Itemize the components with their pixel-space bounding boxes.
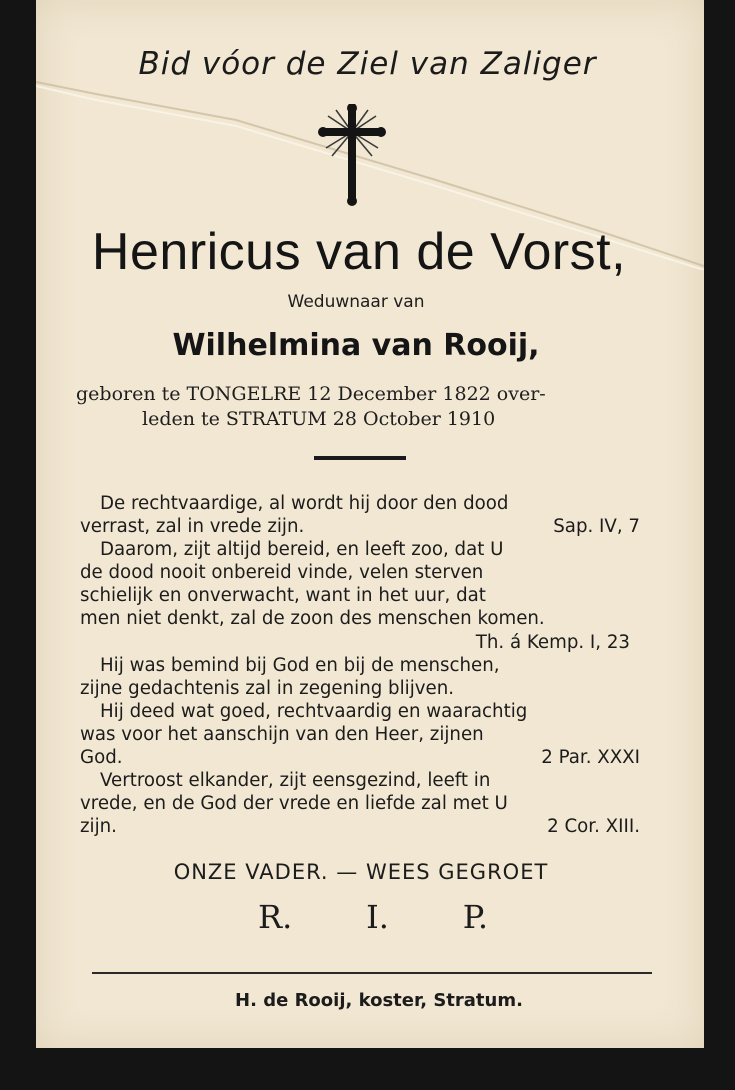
text-line-content: Vertroost elkander, zijt eensgezind, leeft in [100, 770, 491, 792]
text-line [80, 677, 648, 700]
spouse-name: Wilhelmina van Rooij, [172, 328, 540, 363]
prayer-line: ONZE VADER. — WEES GEGROET [173, 860, 549, 884]
scripture-text [80, 492, 648, 838]
rip-letter: P. [462, 898, 488, 936]
text-line [80, 538, 648, 561]
footer-rule [92, 972, 652, 974]
rip-letters [258, 898, 488, 936]
text-line-content: Hij deed wat goed, rechtvaardig en waarachtig [100, 700, 528, 722]
invocation-heading: Bid vóor de Ziel van Zaliger [138, 46, 597, 82]
text-line [80, 492, 648, 515]
text-line-content: Daarom, zijt altijd bereid, en leeft zoo, dat U [100, 539, 504, 561]
text-line-content: Hij was bemind bij God en bij de menschen, [100, 654, 500, 676]
cross-icon [318, 104, 386, 206]
dates-line-2: leden te STRATUM 28 October 1910 [142, 408, 496, 430]
text-line-content: schielijk en onverwacht, want in het uur, dat [80, 585, 486, 607]
deceased-name: Henricus van de Vorst, [91, 223, 627, 281]
text-line [80, 769, 648, 792]
scripture-reference: Sap. IV, 7 [553, 516, 640, 538]
text-line-content: God. [80, 747, 123, 769]
text-line-content: de dood nooit onbereid vinde, velen sterven [80, 562, 484, 584]
scripture-reference: Th. á Kemp. I, 23 [475, 631, 630, 653]
text-line-content: vrede, en de God der vrede en liefde zal met U [80, 793, 508, 815]
relation-label: Weduwnaar van [287, 292, 425, 312]
scripture-reference: 2 Par. XXXI [541, 747, 640, 769]
text-line [80, 746, 648, 769]
rip-letter: I. [366, 898, 389, 936]
divider-rule [314, 456, 406, 460]
birth-death-dates [76, 382, 646, 432]
text-line [80, 792, 648, 815]
text-line [80, 654, 648, 677]
text-line [80, 584, 648, 607]
text-line-content: zijn. [80, 816, 117, 838]
text-line [80, 700, 648, 723]
text-line-content: verrast, zal in vrede zijn. [80, 516, 305, 538]
text-line [80, 815, 648, 838]
dates-line-1: geboren te TONGELRE 12 December 1822 over- [76, 383, 546, 405]
scripture-reference: 2 Cor. XIII. [547, 816, 640, 838]
text-line [80, 561, 648, 584]
text-line [80, 607, 648, 630]
text-line [80, 631, 648, 654]
rip-letter: R. [258, 898, 293, 936]
text-line-content: men niet denkt, zal de zoon des menschen komen. [80, 608, 545, 630]
text-line-content: was voor het aanschijn van den Heer, zijnen [80, 723, 484, 745]
printer-credit: H. de Rooij, koster, Stratum. [235, 990, 523, 1011]
text-line-content: zijne gedachtenis zal in zegening blijven. [80, 677, 455, 699]
text-line-content: De rechtvaardige, al wordt hij door den dood [100, 493, 509, 514]
text-line [80, 723, 648, 746]
text-line [80, 515, 648, 538]
